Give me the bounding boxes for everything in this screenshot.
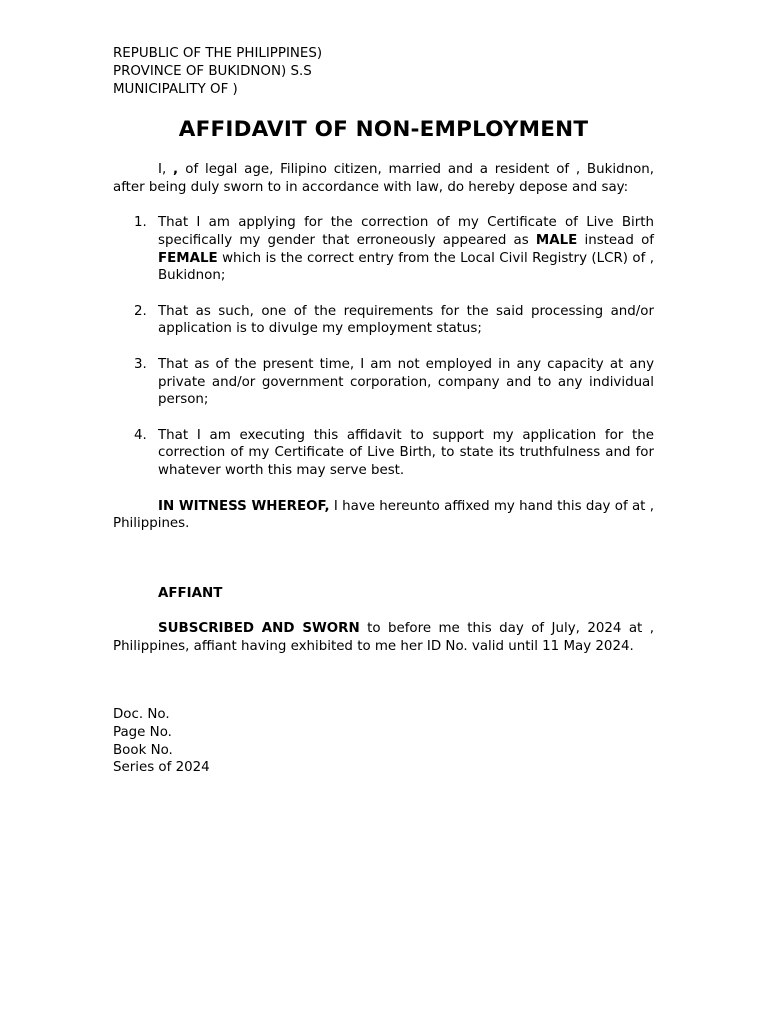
item-3-text: That as of the present time, I am not employed in any capacity at any private and/or government corporation, company and to any individual person; <box>158 356 654 408</box>
jurat-paragraph <box>113 620 654 656</box>
item-number: 3. <box>134 356 147 372</box>
jurat-text: to before me this day of July, 2024 at , Philippines, affiant having exhibited to me her ID No. valid until 11 May 2024. <box>113 621 654 655</box>
intro-text-b: of legal age, Filipino citizen, married and a resident of , Bukidnon, after being duly sworn to in accordance with law, do hereby depose and say: <box>113 162 655 196</box>
item-1-text-a: That I am applying for the correction of my Certificate of Live Birth specifically my gender that erroneously appeared as <box>158 214 654 248</box>
intro-paragraph <box>113 161 654 197</box>
notarial-register <box>113 706 654 777</box>
header-province: PROVINCE OF BUKIDNON) S.S <box>113 63 312 79</box>
item-4-text: That I am executing this affidavit to support my application for the correction of my Certificate of Live Birth, to state its truthfulness and for whatever worth this may serve best. <box>158 427 654 479</box>
jurisdiction-header <box>113 45 654 98</box>
book-no: Book No. <box>113 742 173 758</box>
item-1-female: FEMALE <box>158 250 218 266</box>
item-2-text: That as such, one of the requirements for the said processing and/or application is to divulge my employment status; <box>158 303 654 337</box>
affiant-label: AFFIANT <box>158 586 223 602</box>
document-title: AFFIDAVIT OF NON-EMPLOYMENT <box>178 117 589 143</box>
statement-item-2 <box>113 303 654 339</box>
item-number: 1. <box>134 214 147 230</box>
affiant-name-blank: , <box>173 162 186 178</box>
statement-list <box>113 214 654 480</box>
item-number: 4. <box>134 427 147 443</box>
doc-no: Doc. No. <box>113 707 170 723</box>
statement-item-1 <box>113 214 654 285</box>
series: Series of 2024 <box>113 760 210 776</box>
item-1-text-b: instead of <box>577 232 654 248</box>
item-number: 2. <box>134 303 147 319</box>
item-1-text-c: which is the correct entry from the Local Civil Registry (LCR) of , Bukidnon; <box>158 250 654 284</box>
jurat-bold: SUBSCRIBED AND SWORN <box>158 621 360 637</box>
item-1-male: MALE <box>535 232 578 248</box>
witness-bold: IN WITNESS WHEREOF, <box>158 498 330 514</box>
header-republic: REPUBLIC OF THE PHILIPPINES) <box>113 46 323 61</box>
statement-item-4 <box>113 427 654 480</box>
page-no: Page No. <box>113 724 172 740</box>
witness-paragraph <box>113 498 654 534</box>
intro-text-a: I, <box>158 162 173 178</box>
header-municipality: MUNICIPALITY OF ) <box>113 81 238 97</box>
statement-item-3 <box>113 356 654 409</box>
document-body <box>113 45 654 777</box>
witness-text: I have hereunto affixed my hand this day of at , Philippines. <box>113 498 654 532</box>
